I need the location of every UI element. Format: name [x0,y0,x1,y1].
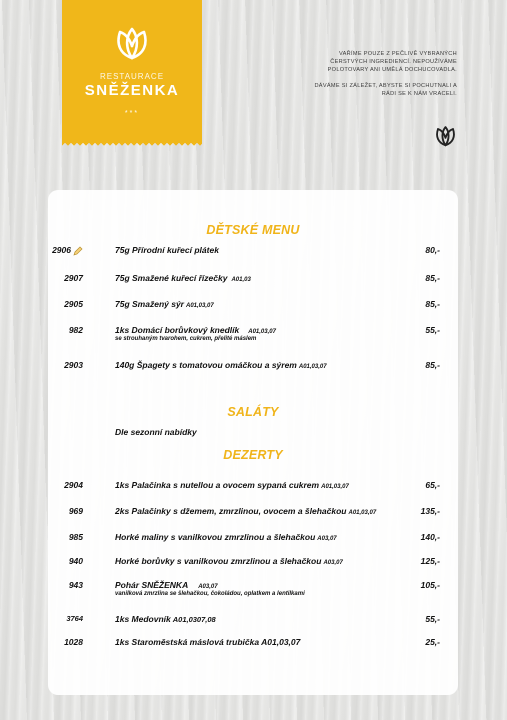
menu-card [48,190,458,695]
item-price: 140,- [420,532,440,542]
item-allergens: A01,03 [231,277,251,283]
item-code: 2903 [64,360,83,370]
item-allergens: A03,07 [317,536,337,542]
item-price: 135,- [420,506,440,516]
item-code: 3764 [66,614,83,623]
item-code: 2904 [64,480,83,490]
item-code: 940 [68,556,83,566]
item-allergens: A01,03,07 [298,364,327,370]
item-code: 2906 [48,245,83,256]
item-price: 25,- [425,637,440,647]
item-name: Horké maliny s vanilkovou zmrzlinou a šlehačkou A03,07 [115,532,337,542]
item-price: 85,- [425,360,440,370]
item-description: vanilková zmrzlina se šlehačkou, čokoládou, oplatkem a lentilkami [115,591,305,597]
intro-note-paragraph: VAŘÍME POUZE Z PEČLIVĚ VYBRANÝCH ČERSTVÝCH INGREDIENCÍ. NEPOUŽÍVÁME POLOTOVARY ANI UMĚLÁ DOCHUCOVADLA. [327,51,457,73]
brand-subtitle: RESTAURACE [99,72,165,81]
item-name: 1ks Staroměstská máslová trubička A01,03,07 [115,637,301,647]
section-heading-kids: DĚTSKÉ MENU [206,223,300,237]
item-name: Horké borůvky s vanilkovou zmrzlinou a šlehačkou A03,07 [115,556,343,566]
item-name: 75g Smažený sýr A01,03,07 [115,299,214,309]
item-price: 80,- [425,245,440,255]
item-name: 2ks Palačinky s džemem, zmrzlinou, ovocem a šlehačkou A01,03,07 [115,506,377,516]
item-allergens: A03,07 [323,560,343,566]
item-name: 75g Smažené kuřecí řízečky A01,03 [115,273,251,283]
item-allergens: A01,03,07 [248,329,276,335]
snowdrop-flower-icon [433,124,458,149]
item-name: 75g Přírodní kuřecí plátek [115,245,219,255]
item-name: Pohár SNĚŽENKA A03,07 [115,580,218,590]
section-heading-desserts: DEZERTY [223,448,283,462]
intro-note-paragraph: DÁVÁME SI ZÁLEŽET, ABYSTE SI POCHUTNALI A RÁDI SE K NÁM VRACELI. [314,83,457,97]
item-name: 140g Špagety s tomatovou omáčkou a sýrem A01,03,07 [115,360,327,370]
brand-banner [62,0,202,142]
brand-name: SNĚŽENKA [84,82,180,99]
item-allergens: A01,03,07 [321,484,349,490]
item-code: 969 [68,506,83,516]
item-code: 1028 [64,637,83,647]
item-code: 982 [68,325,83,335]
item-code: 943 [68,580,83,590]
item-code: 985 [68,532,83,542]
item-price: 55,- [425,614,440,624]
item-allergens: A03,07 [198,584,218,590]
snowdrop-flower-icon [112,24,152,64]
pencil-icon [73,246,83,256]
item-description: se strouhaným tvarohem, cukrem, přelité máslem [115,336,257,342]
item-name: 1ks Domácí borůvkový knedlík A01,03,07 [115,325,276,335]
item-allergens: A01,03,07 [185,303,214,309]
item-allergens: A01,03,07 [348,510,377,516]
item-price: 105,- [420,580,440,590]
intro-note [307,50,457,98]
section-heading-salads: SALÁTY [227,405,279,419]
salads-note: Dle sezonní nabídky [115,427,197,437]
item-price: 65,- [425,480,440,490]
item-price: 85,- [425,299,440,309]
item-name: 1ks Palačinka s nutellou a ovocem sypaná cukrem A01,03,07 [115,480,349,490]
item-price: 85,- [425,273,440,283]
item-code: 2905 [64,299,83,309]
brand-stars: *** [124,110,140,117]
item-allergens: A01,0307,08 [172,615,216,624]
item-code: 2907 [64,273,83,283]
item-price: 125,- [420,556,440,566]
item-name: 1ks Medovník A01,0307,08 [115,614,216,624]
item-price: 55,- [425,325,440,335]
